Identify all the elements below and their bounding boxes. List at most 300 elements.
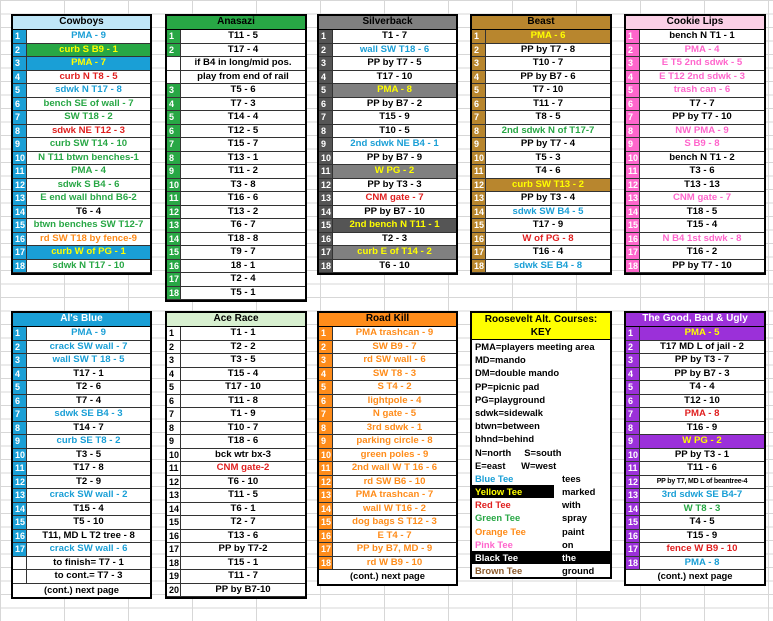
hole-row [319,192,456,206]
hole-target: PMA - 8 [333,84,456,97]
hole-target: T16 - 2 [686,246,718,257]
hole-row [167,354,305,368]
hole-target: sdwk SW B4 - 5 [512,205,584,217]
course-card-road-kill [317,311,458,586]
hole-row [167,44,305,58]
hole-target: 3rd sdwk - 1 [366,421,423,433]
hole-row [13,192,150,206]
course-title: Beast [472,16,610,30]
hole-target: PMA - 8 [684,556,720,568]
hole-row [13,71,150,85]
hole-row [167,489,305,503]
hole-target: T15 - 4 [227,367,259,379]
hole-target: T8 - 5 [535,111,561,122]
hole-number: 15 [474,220,485,230]
hole-number: 12 [15,476,26,487]
hole-row [13,395,150,409]
hole-target: T10 - 7 [227,421,259,433]
hole-number: 17 [321,247,332,257]
hole-target: 2nd wall W T 16 - 6 [351,462,438,473]
hole-row [319,125,456,139]
hole-number: 18 [169,287,180,298]
hole-target: PMA - 9 [71,327,106,338]
hole-row [626,125,764,139]
hole-row [13,489,150,503]
hole-row [13,98,150,112]
hole-row [626,84,764,98]
hole-row [13,152,150,166]
hole-target: T15 - 9 [379,111,410,122]
course-card-beast [470,14,612,275]
hole-number: 10 [628,152,639,163]
hole-row [13,233,150,247]
hole-row [319,111,456,125]
hole-row [319,476,456,490]
hole-number: 4 [319,368,333,381]
hole-target: PP by T7 - 10 [672,259,732,271]
hole-number: 7 [13,408,27,421]
hole-number: 6 [626,98,640,111]
hole-target: green poles - 9 [360,448,429,460]
hole-number: 16 [15,530,26,541]
hole-number: 14 [321,206,332,217]
hole-target: T11 - 7 [228,570,258,581]
hole-number: 15 [169,247,180,257]
hole-row [167,368,305,382]
hole-row [626,530,764,544]
hole-target: T15 - 9 [686,529,718,541]
hole-row [319,530,456,544]
key-abbreviation: N=north S=south [475,446,562,458]
hole-target: fence W B9 - 10 [666,543,738,554]
hole-row [626,30,764,44]
course-title: The Good, Bad & Ugly [626,313,764,327]
hole-number: 16 [474,233,485,244]
tee-legend-row [472,498,610,511]
hole-number: 6 [319,98,333,111]
hole-row [13,111,150,125]
hole-number: 3 [472,57,486,70]
hole-row [13,543,150,557]
hole-row [167,381,305,395]
hole-row [319,449,456,463]
hole-row [167,584,305,598]
hole-target: 2nd sdwk NE B4 - 1 [350,138,439,149]
hole-target: PP by T7 - 4 [520,138,576,149]
hole-row [13,381,150,395]
hole-row [626,408,764,422]
hole-number: 11 [626,165,640,178]
hole-row [167,111,305,125]
hole-target: N gate - 5 [372,408,417,419]
hole-target: PP by T3 - 3 [367,178,422,190]
hole-row [626,489,764,503]
hole-number: 2 [13,44,27,57]
hole-row [167,408,305,422]
course-card-silverback [317,14,458,275]
hole-number: 9 [167,165,181,178]
hole-row [167,273,305,287]
tee-legend-row [472,538,610,551]
hole-row [626,381,764,395]
tee-legend-row [472,511,610,524]
tee-name: Yellow Tee [472,485,554,498]
hole-number: 9 [626,138,640,151]
hole-target: btwn benches SW T12-7 [33,219,144,230]
hole-row [472,179,610,193]
hole-number: 7 [167,138,181,151]
hole-target: T3 - 5 [230,354,256,365]
hole-number: 14 [15,206,26,217]
hole-row [626,111,764,125]
hole-target: rd SW wall - 6 [363,354,426,365]
course-card-al-s-blue [11,311,152,599]
hole-row [472,260,610,274]
tee-note-word: the [562,552,577,563]
tee-note-word: ground [562,565,595,577]
hole-number: 14 [169,233,180,244]
hole-number: 3 [167,84,181,97]
hole-row [13,516,150,530]
hole-row [319,408,456,422]
hole-target: T4 - 5 [689,516,715,527]
hole-row [472,111,610,125]
hole-target: N B4 1st sdwk - 8 [662,232,742,244]
hole-row [167,462,305,476]
continued-note: (cont.) next page [657,570,733,581]
hole-number [13,570,27,583]
hole-row [13,44,150,58]
hole-target: W PG - 2 [333,165,456,178]
hole-number: 5 [13,381,27,394]
key-title: Roosevelt Alt. Courses: [484,314,598,325]
hole-target: T15 - 4 [686,219,718,230]
key-abbreviation: E=east W=west [475,459,557,471]
hole-row [167,449,305,463]
hole-target: crack SW wall - 2 [49,489,128,500]
key-subtitle: KEY [530,327,552,338]
hole-number: 6 [472,98,486,111]
hole-row [319,341,456,355]
tee-note-word: spray [562,512,588,524]
hole-target: PP by B7 - 9 [366,151,423,163]
hole-target: T5 - 1 [230,286,256,298]
hole-row [319,246,456,260]
hole-target: 3rd sdwk SE B4-7 [661,489,743,500]
hole-row [626,449,764,463]
hole-target: T5 - 6 [230,84,256,95]
hole-target: T17 - 1 [73,367,104,379]
hole-row [319,206,456,220]
hole-number: 12 [169,206,180,217]
hole-number: 18 [474,260,485,271]
key-abbreviation: PMA=players meeting area [475,341,595,352]
hole-number: 1 [626,327,640,340]
hole-row [472,44,610,58]
hole-row [167,152,305,166]
hole-target: T17 - 10 [225,381,261,392]
hole-number: 6 [167,125,181,138]
hole-number: 12 [628,476,639,487]
hole-target: wall W T16 - 2 [363,502,426,514]
hole-row [13,206,150,220]
hole-row [319,98,456,112]
hole-number: 13 [169,220,180,230]
hole-row [13,30,150,44]
hole-target: T11 - 5 [228,489,258,500]
hole-number: 4 [13,368,27,381]
hole-number: 14 [628,503,639,514]
hole-target: T16 - 9 [686,421,718,433]
hole-number: 4 [626,71,640,84]
hole-row [472,152,610,166]
course-card-ace-race [165,311,307,599]
tee-legend-row [472,525,610,538]
hole-number: 13 [321,490,332,500]
hole-target: PP by B7-10 [215,583,271,595]
hole-row [13,476,150,490]
tee-name: Red Tee [475,499,511,511]
hole-number: 7 [626,408,640,421]
hole-target: T2 - 6 [75,381,102,392]
course-card-cookie-lips [624,14,766,275]
hole-row [13,435,150,449]
hole-number: 7 [167,408,181,421]
hole-number [167,71,181,84]
hole-number: 4 [472,71,486,84]
hole-target: T2 - 7 [230,516,256,527]
hole-number: 5 [472,84,486,97]
hole-target: 2nd bench N T11 - 1 [333,219,456,232]
hole-row [319,152,456,166]
hole-number: 11 [13,165,27,178]
hole-target: T6 - 10 [227,475,259,487]
hole-number: 16 [628,233,639,244]
course-card-the-good-bad-ugly [624,311,766,586]
hole-target: T13 - 2 [227,205,259,217]
hole-target: T16 - 4 [532,246,564,257]
hole-target: sdwk S B4 - 6 [57,178,120,190]
hole-target: PP by T3 - 1 [674,448,730,460]
hole-target: T6 - 10 [379,259,410,271]
hole-number: 6 [13,395,27,408]
hole-number: 8 [167,152,181,165]
hole-number: 1 [472,30,486,43]
hole-number: 1 [319,327,333,340]
hole-row [626,354,764,368]
hole-number: 17 [169,544,180,554]
hole-number: 6 [167,395,181,408]
hole-target: PP by B7, MD - 9 [356,543,433,554]
hole-row [13,530,150,544]
hole-target: T14 - 7 [73,421,104,433]
course-title: Anasazi [167,16,305,30]
hole-target: PMA trashcan - 7 [355,489,434,500]
tee-name: Brown Tee [475,565,523,577]
hole-target: SW T18 - 2 [64,111,113,122]
course-title: Road Kill [319,313,456,327]
hole-number: 7 [13,111,27,124]
hole-number: 13 [321,193,332,203]
hole-target: PMA trashcan - 9 [355,327,434,338]
hole-row [167,125,305,139]
hole-row [13,219,150,233]
hole-number [13,557,27,570]
course-title: Cookie Lips [626,16,764,30]
hole-target: E T4 - 7 [377,529,412,541]
hole-number: 1 [626,30,640,43]
hole-number: 2 [167,341,181,354]
hole-target: sdwk SE B4 - 8 [513,259,583,271]
hole-row [472,138,610,152]
hole-number: 20 [169,584,180,595]
hole-target: crack SW wall - 7 [49,340,128,352]
hole-target: PP by T3 - 4 [520,192,576,203]
hole-row [472,71,610,85]
hole-target: W of PG - 8 [522,232,574,244]
tee-name: Blue Tee [475,472,514,484]
hole-row [167,84,305,98]
tee-note-word: tees [562,472,581,484]
hole-row [167,341,305,355]
key-abbreviation: PG=playground [475,393,546,405]
hole-row [319,44,456,58]
hole-target: PMA - 4 [71,165,106,176]
hole-row [319,71,456,85]
hole-number: 1 [13,327,27,340]
hole-number: 6 [626,395,640,408]
hole-row [319,395,456,409]
hole-number: 14 [474,206,485,217]
course-title: Ace Race [167,313,305,327]
hole-row [13,341,150,355]
hole-row [319,422,456,436]
hole-target: bench N T1 - 1 [669,30,735,41]
hole-number: 8 [13,422,27,435]
hole-number: 4 [167,98,181,111]
hole-row [626,57,764,71]
hole-number: 13 [628,193,639,203]
tee-legend-row [472,485,610,498]
hole-target: wall SW T18 - 6 [359,43,430,55]
hole-row [319,516,456,530]
hole-number: 10 [169,449,180,460]
hole-target: T11 - 5 [228,30,258,41]
hole-number: 5 [167,111,181,124]
hole-row [626,368,764,382]
hole-number: 4 [626,368,640,381]
hole-target: rd W B9 - 10 [366,556,423,568]
hole-row [13,503,150,517]
hole-target: T4 - 6 [535,165,561,176]
hole-target: sdwk N T17 - 8 [55,84,122,95]
hole-target: T4 - 4 [689,381,715,392]
hole-row [626,435,764,449]
continued-note: (cont.) next page [349,570,425,581]
hole-row [472,246,610,260]
hole-number: 5 [319,84,333,97]
hole-number: 12 [474,179,485,190]
hole-number: 10 [474,152,485,163]
hole-number: 17 [628,247,639,257]
hole-number: 9 [626,435,640,448]
hole-row [167,327,305,341]
hole-row [167,395,305,409]
hole-row [167,179,305,193]
hole-target: T7 - 3 [230,97,256,109]
hole-target: PP by B7 - 2 [366,97,423,109]
hole-target: bench N T1 - 2 [669,151,735,163]
hole-row [167,260,305,274]
hole-target: T17 - 8 [73,462,104,473]
hole-row [167,530,305,544]
hole-target: PMA - 8 [684,408,720,419]
hole-number: 15 [15,517,26,527]
hole-target: curb SW T13 - 2 [486,179,610,192]
hole-target: T13 - 1 [227,151,259,163]
hole-row [472,192,610,206]
hole-row [626,260,764,274]
hole-number: 17 [321,544,332,554]
hole-target: PMA - 7 [27,57,150,70]
hole-number: 2 [319,44,333,57]
course-title: Al's Blue [13,313,150,327]
hole-number: 9 [472,138,486,151]
hole-number: 14 [15,503,26,514]
hole-number: 8 [13,125,27,138]
hole-row [13,138,150,152]
hole-number: 18 [169,557,180,568]
hole-number: 7 [319,111,333,124]
hole-number: 8 [167,422,181,435]
hole-target: T15 - 7 [227,138,259,149]
hole-number: 8 [319,422,333,435]
hole-row [167,98,305,112]
hole-number: 9 [13,435,27,448]
hole-target: T6 - 1 [230,502,256,514]
hole-target: W PG - 2 [640,435,764,448]
hole-row [472,219,610,233]
hole-row [13,449,150,463]
hole-number: 9 [13,138,27,151]
hole-row [626,557,764,571]
hole-target: sdwk SE B4 - 3 [54,408,123,419]
hole-number: 12 [628,179,639,190]
hole-row [626,219,764,233]
tee-note-word: on [562,538,574,550]
hole-number: 18 [628,557,639,568]
hole-target: T11, MD L T2 tree - 8 [42,529,135,541]
hole-target: T11 - 7 [533,97,563,109]
hole-number [167,57,181,70]
hole-row [167,138,305,152]
hole-target: SW B9 - 7 [372,340,417,352]
hole-target: T17 - 10 [376,70,413,82]
hole-target: bench SE of wall - 7 [43,97,134,109]
tee-name: Black Tee [472,551,554,564]
hole-number: 12 [321,476,332,487]
hole-number: 18 [321,557,332,568]
hole-target: T7 - 4 [75,394,102,406]
hole-number: 2 [167,44,181,57]
hole-target: CNM gate - 7 [672,192,732,203]
hole-number: 16 [628,530,639,541]
hole-number: 3 [167,354,181,367]
course-title: Cowboys [13,16,150,30]
hole-row [13,165,150,179]
hole-target: T11 - 2 [228,165,258,176]
hole-target: wall SW T 18 - 5 [52,354,125,365]
